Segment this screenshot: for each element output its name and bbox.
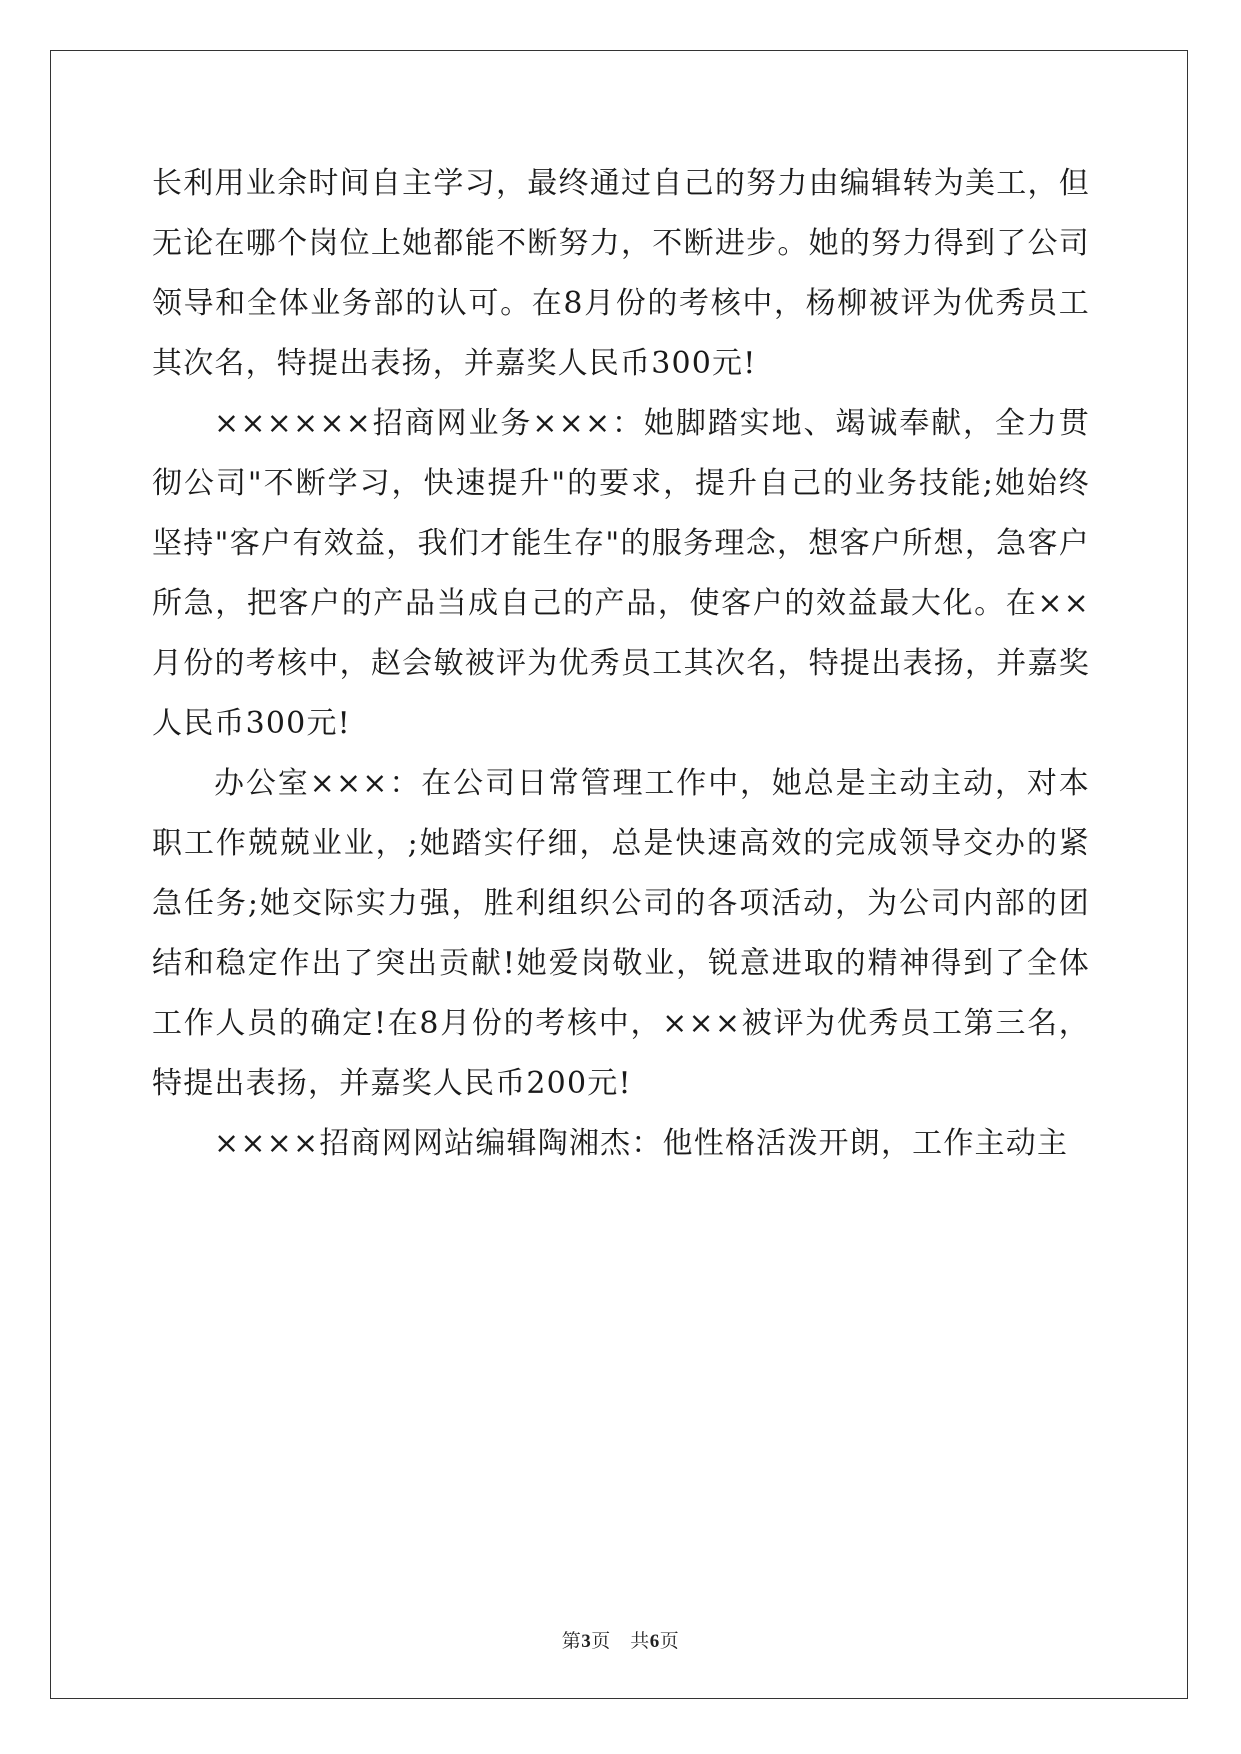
footer-mid: 页 共 <box>591 1630 650 1652</box>
footer-prefix: 第 <box>561 1630 582 1652</box>
paragraph-4: ××××招商网网站编辑陶湘杰：他性格活泼开朗，工作主动主 <box>214 1126 1069 1161</box>
document-body <box>152 154 1090 1174</box>
footer-total-pages: 6 <box>649 1631 660 1652</box>
footer-suffix: 页 <box>659 1630 680 1652</box>
footer-page-number: 3 <box>581 1631 592 1652</box>
page-footer <box>0 1626 1241 1653</box>
paragraph-2: ××××××招商网业务×××：她脚踏实地、竭诚奉献，全力贯彻公司"不断学习，快速提升"的要求，提升自己的业务技能;她始终坚持"客户有效益，我们才能生存"的服务理念，想客户所想，急客户所急，把客户的产品当成自己的产品，使客户的效益最大化。在××月份的考核中，赵会敏被评为优秀员工其次名，特提出表扬，并嘉奖人民币300元! <box>152 406 1090 741</box>
paragraph-1: 长利用业余时间自主学习，最终通过自己的努力由编辑转为美工，但无论在哪个岗位上她都能不断努力，不断进步。她的努力得到了公司领导和全体业务部的认可。在8月份的考核中，杨柳被评为优秀员工其次名，特提出表扬，并嘉奖人民币300元! <box>152 166 1090 381</box>
paragraph-3: 办公室×××：在公司日常管理工作中，她总是主动主动，对本职工作兢兢业业，;她踏实仔细，总是快速高效的完成领导交办的紧急任务;她交际实力强，胜利组织公司的各项活动，为公司内部的团结和稳定作出了突出贡献!她爱岗敬业，锐意进取的精神得到了全体工作人员的确定!在8月份的考核中，×××被评为优秀员工第三名，特提出表扬，并嘉奖人民币200元! <box>152 766 1090 1101</box>
